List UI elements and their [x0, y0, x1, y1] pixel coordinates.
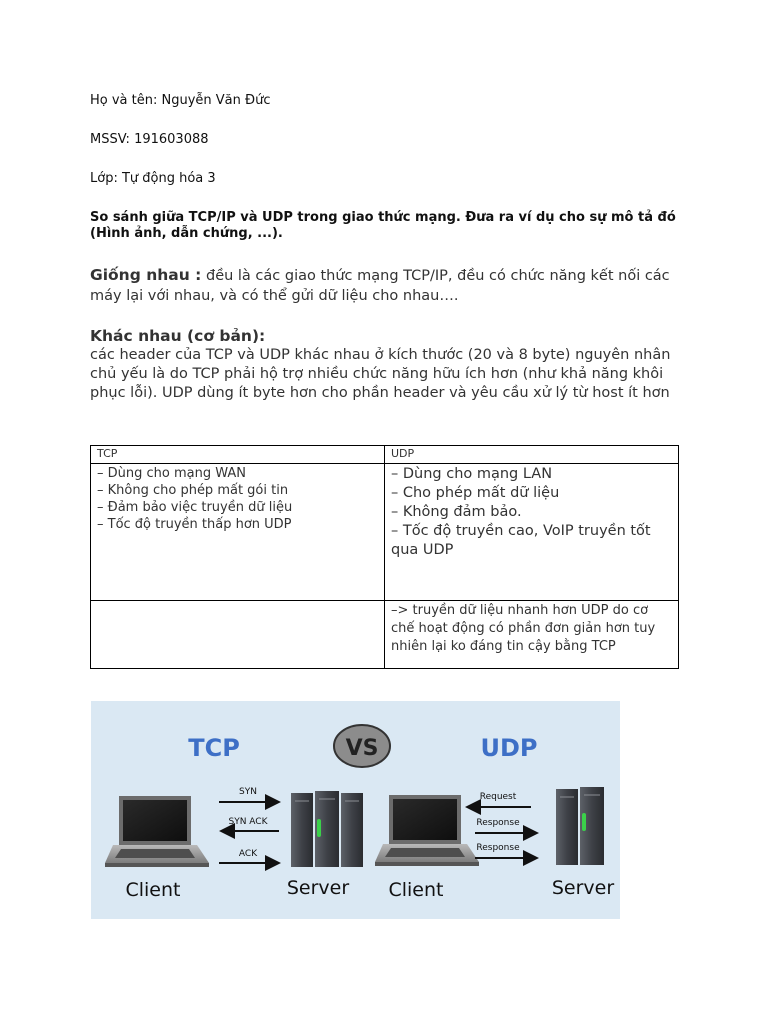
table-row	[91, 601, 679, 669]
table-row	[91, 464, 679, 601]
udp-server-label: Server	[551, 877, 615, 899]
tcp-title: TCP	[188, 734, 240, 762]
udp-client-label: Client	[388, 879, 444, 901]
arrow-label: ACK	[238, 849, 258, 859]
udp-client-laptop-icon	[375, 795, 479, 866]
table-header-tcp: TCP	[91, 446, 385, 464]
list-item: – Dùng cho mạng WAN	[97, 466, 246, 481]
comparison-table	[90, 445, 679, 669]
student-name: Họ và tên: Nguyễn Văn Đức	[90, 93, 271, 108]
tcp-note-cell	[91, 601, 385, 669]
tcp-client-laptop-icon	[105, 796, 209, 867]
udp-title: UDP	[480, 734, 538, 762]
question-text: So sánh giữa TCP/IP và UDP trong giao thức mạng. Đưa ra ví dụ cho sự mô tả đó (Hình ảnh, dẫn chứng, ...).	[90, 210, 676, 241]
list-item: – Cho phép mất dữ liệu	[391, 485, 560, 501]
list-item: – Tốc độ truyền thấp hơn UDP	[97, 517, 292, 532]
tcp-server-icon	[291, 791, 363, 867]
list-item: – Tốc độ truyền cao, VoIP truyền tốt qua UDP	[391, 523, 651, 558]
udp-features-cell	[385, 464, 679, 601]
tcp-client-label: Client	[125, 879, 181, 901]
similarity-section	[90, 266, 680, 306]
similarity-heading: Giống nhau :	[90, 266, 202, 284]
arrow-label: Request	[479, 792, 517, 802]
table-header-udp: UDP	[385, 446, 679, 464]
tcp-features-cell	[91, 464, 385, 601]
list-item: – Không cho phép mất gói tin	[97, 483, 289, 498]
arrow-label: SYN ACK	[228, 817, 268, 827]
arrow-label: Response	[476, 843, 520, 853]
arrow-label: Response	[476, 818, 520, 828]
student-class: Lớp: Tự động hóa 3	[90, 171, 216, 186]
table-header-row	[91, 446, 679, 464]
udp-note-cell: –> truyền dữ liệu nhanh hơn UDP do cơ chế hoạt động có phần đơn giản hơn tuy nhiên lại ko đáng tin cậy bằng TCP	[385, 601, 679, 669]
similarity-text: đều là các giao thức mạng TCP/IP, đều có chức năng kết nối các máy lại với nhau, và có thể gửi dữ liệu cho nhau….	[90, 268, 670, 304]
tcp-vs-udp-figure	[91, 701, 620, 919]
difference-heading: Khác nhau (cơ bản):	[90, 327, 266, 345]
student-id: MSSV: 191603088	[90, 132, 209, 147]
arrow-label: SYN	[239, 787, 257, 797]
list-item: – Đảm bảo việc truyền dữ liệu	[97, 500, 293, 515]
udp-server-icon	[556, 787, 604, 865]
list-item: – Không đảm bảo.	[391, 504, 522, 520]
list-item: – Dùng cho mạng LAN	[391, 466, 553, 482]
vs-badge	[334, 725, 390, 767]
tcp-server-label: Server	[286, 877, 350, 899]
vs-label: VS	[345, 736, 379, 761]
difference-text: các header của TCP và UDP khác nhau ở kích thước (20 và 8 byte) nguyên nhân chủ yếu là do TCP phải hộ trợ nhiều chức năng hữu ích hơn (như khả năng khôi phục lỗi). UDP dùng ít byte hơn cho phần header và yêu cầu xử lý từ host ít hơn	[90, 347, 671, 401]
